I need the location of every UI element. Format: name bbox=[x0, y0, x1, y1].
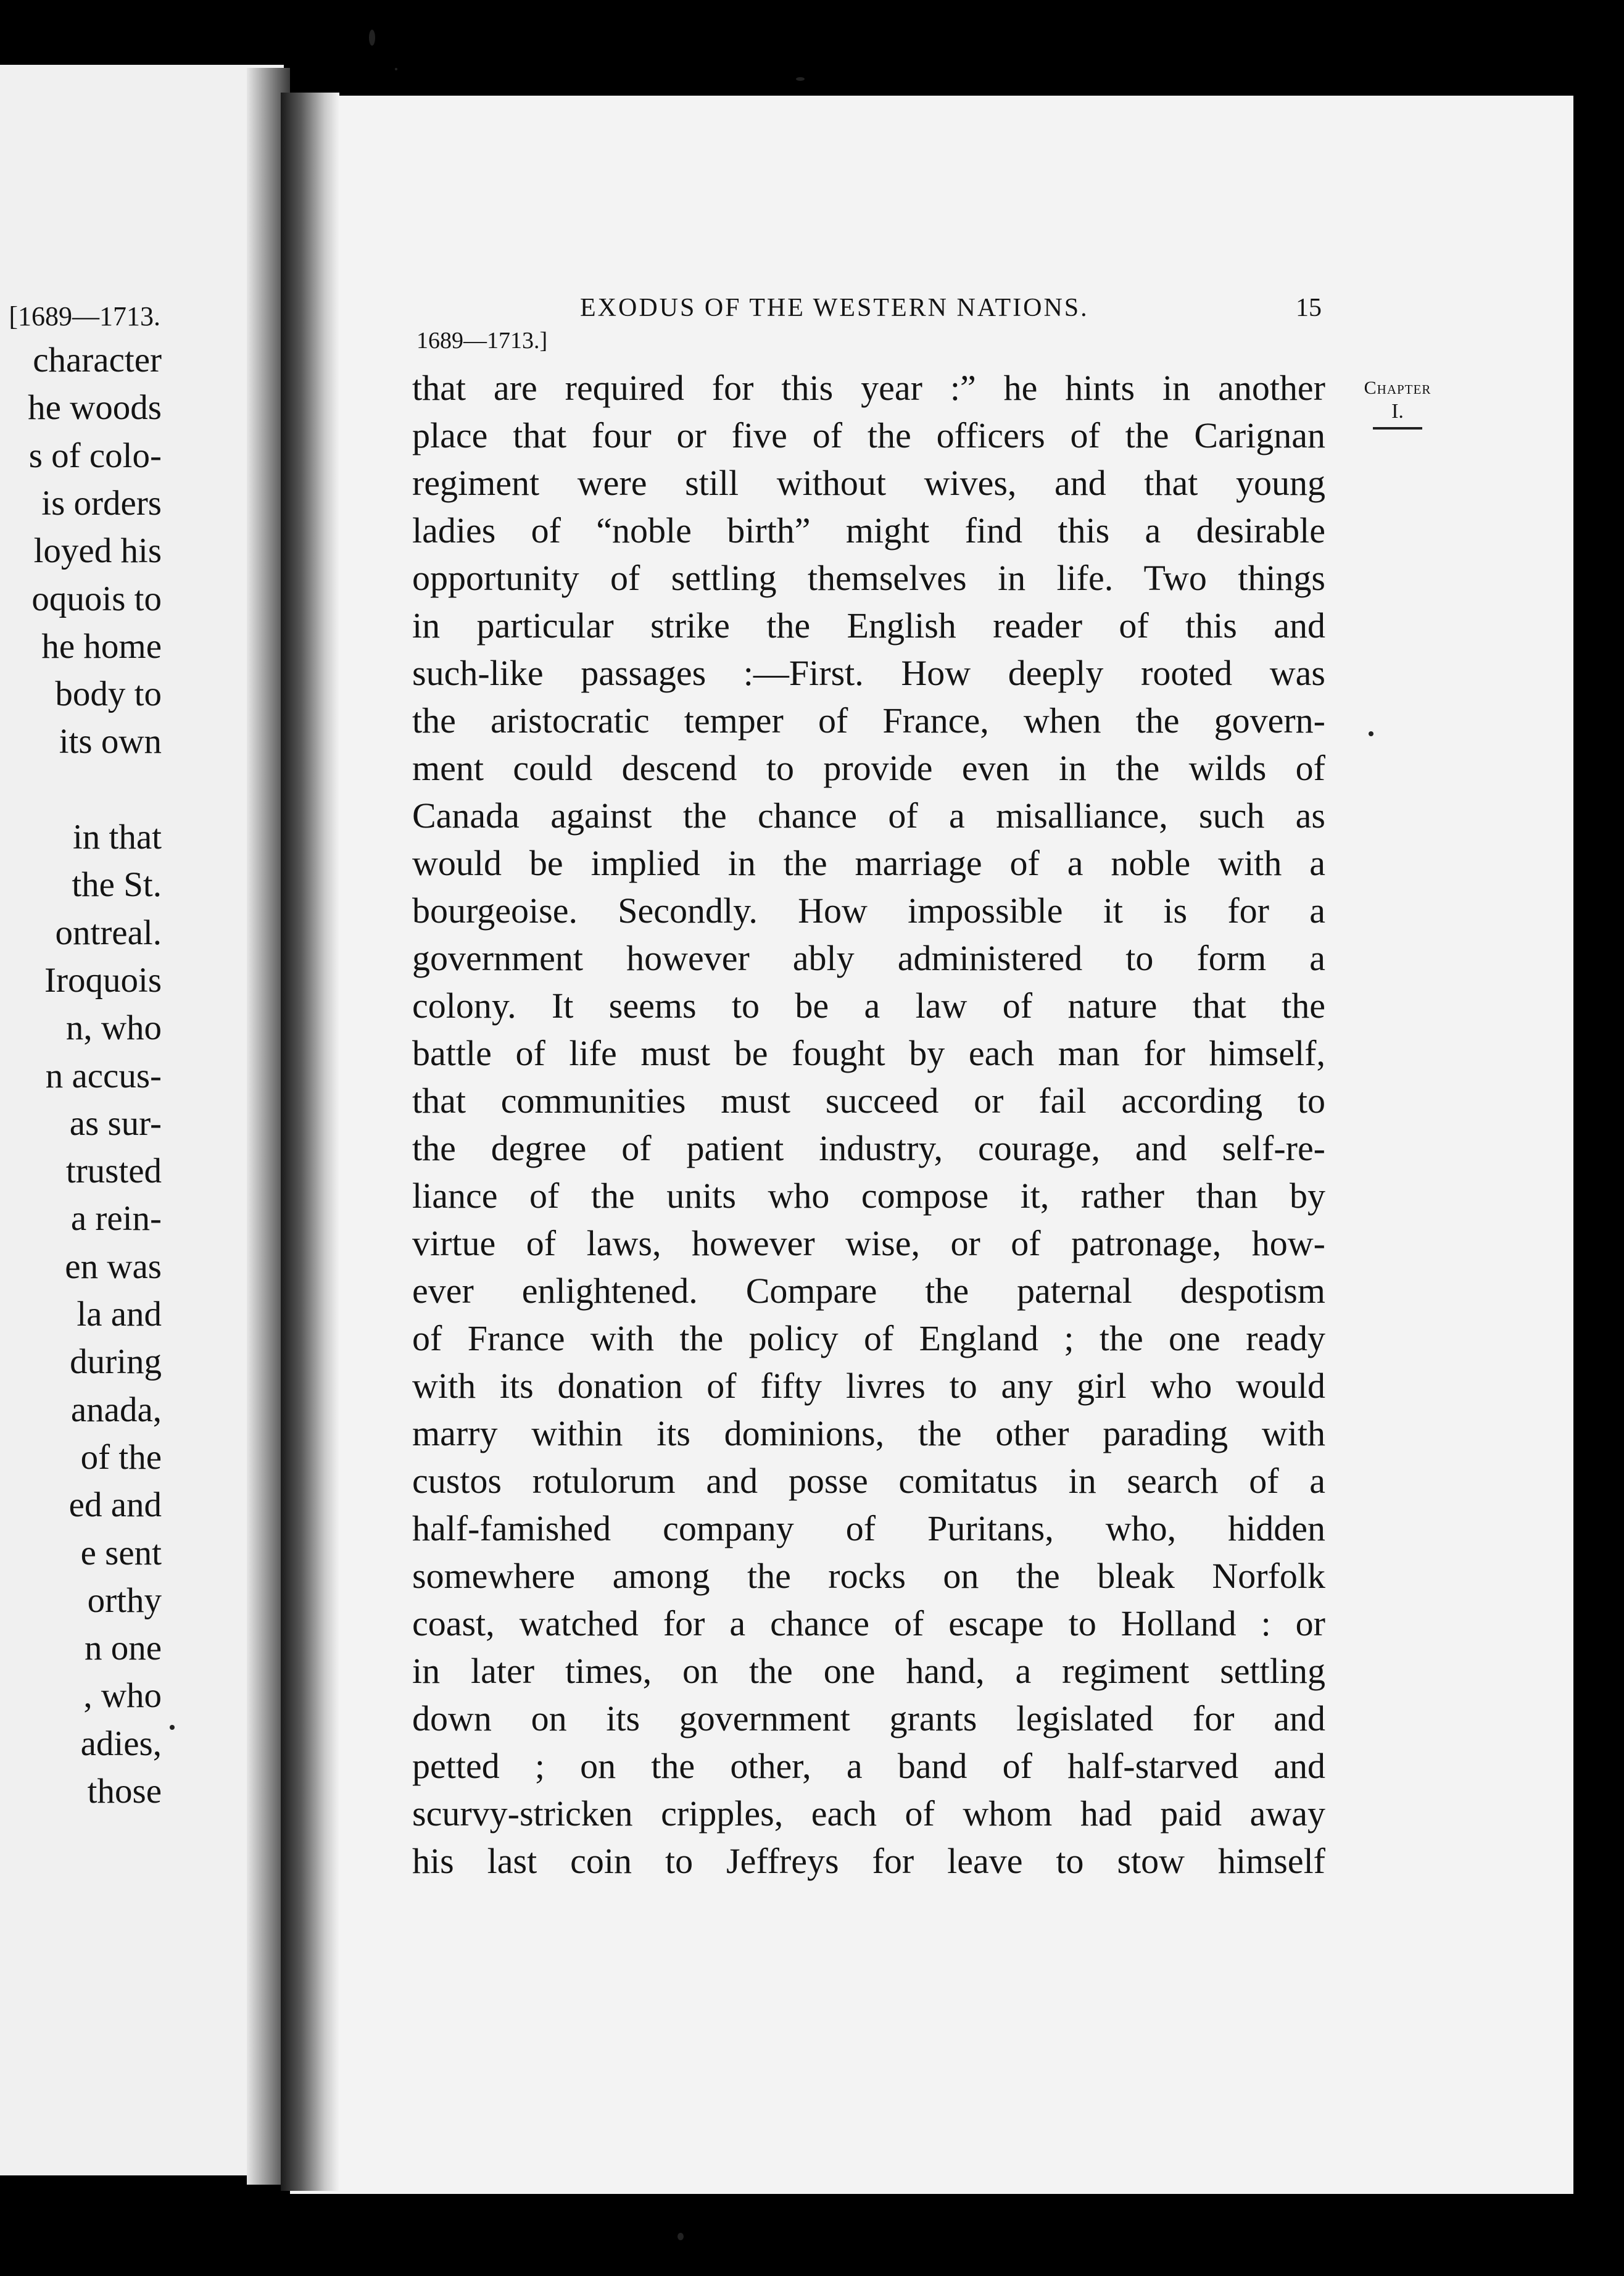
date-range-header: 1689—1713.] bbox=[416, 328, 548, 354]
left-page-line: en was bbox=[65, 1247, 162, 1286]
text-line: Canada against the chance of a misalliance, such as bbox=[412, 795, 1325, 836]
left-page-line: he woods bbox=[28, 388, 162, 428]
left-page-line: Iroquois bbox=[44, 960, 162, 1000]
left-page-line: la and bbox=[77, 1295, 162, 1334]
text-line: place that four or five of the officers of the Carignan bbox=[412, 415, 1325, 455]
left-page-line: s of colo- bbox=[28, 436, 162, 475]
scan-speck bbox=[677, 2233, 684, 2240]
left-page-line: loyed his bbox=[33, 531, 162, 571]
text-line: his last coin to Jeffreys for leave to stow himself bbox=[412, 1841, 1325, 1881]
text-line: that are required for this year :” he hints in another bbox=[412, 368, 1325, 408]
left-page-line: during bbox=[70, 1342, 162, 1382]
text-line: would be implied in the marriage of a noble with a bbox=[412, 843, 1325, 883]
left-page-line: its own bbox=[59, 722, 162, 762]
text-line: half-famished company of Puritans, who, hidden bbox=[412, 1508, 1325, 1548]
text-line: in particular strike the English reader of this and bbox=[412, 605, 1325, 646]
scan-speck bbox=[369, 30, 375, 46]
left-page bbox=[0, 65, 284, 2175]
text-line: the aristocratic temper of France, when the govern- bbox=[412, 700, 1325, 741]
scan-speck bbox=[170, 1725, 175, 1730]
text-line: down on its government grants legislated for and bbox=[412, 1698, 1325, 1738]
left-page-line: anada, bbox=[70, 1390, 162, 1429]
text-line: somewhere among the rocks on the bleak Norfolk bbox=[412, 1556, 1325, 1596]
left-page-running-head: [1689—1713. bbox=[9, 301, 160, 331]
scan-speck bbox=[395, 68, 397, 70]
right-page-gutter-shadow bbox=[281, 93, 339, 2191]
left-page-line: those bbox=[87, 1772, 162, 1811]
text-line: government however ably administered to form a bbox=[412, 938, 1325, 978]
text-line: that communities must succeed or fail according to bbox=[412, 1081, 1325, 1121]
text-line: regiment were still without wives, and that young bbox=[412, 463, 1325, 503]
left-page-line: character bbox=[33, 341, 162, 380]
body-text bbox=[412, 364, 1325, 1885]
left-page-line: in that bbox=[72, 818, 162, 857]
running-head: EXODUS OF THE WESTERN NATIONS. bbox=[580, 294, 1089, 322]
left-page-line: , who bbox=[83, 1676, 162, 1716]
margin-chapter-number: I. bbox=[1391, 400, 1404, 423]
left-page-text-fragments bbox=[0, 65, 173, 2175]
text-line: marry within its dominions, the other parading with bbox=[412, 1413, 1325, 1453]
left-page-line: the St. bbox=[72, 865, 162, 905]
left-page-line: adies, bbox=[80, 1724, 162, 1763]
text-line: in later times, on the one hand, a regiment settling bbox=[412, 1651, 1325, 1691]
scan-speck bbox=[796, 77, 805, 81]
margin-note bbox=[1348, 378, 1447, 430]
left-page-line: e sent bbox=[80, 1533, 162, 1572]
text-line: ladies of “noble birth” might find this a desirable bbox=[412, 510, 1325, 550]
page-number: 15 bbox=[1296, 294, 1322, 322]
text-line: colony. It seems to be a law of nature that the bbox=[412, 986, 1325, 1026]
text-line: scurvy-stricken cripples, each of whom had paid away bbox=[412, 1793, 1325, 1834]
text-line: bourgeoise. Secondly. How impossible it is for a bbox=[412, 891, 1325, 931]
text-line: coast, watched for a chance of escape to Holland : or bbox=[412, 1603, 1325, 1643]
left-page-line: is orders bbox=[41, 483, 162, 523]
left-page-line: trusted bbox=[65, 1152, 162, 1191]
text-line: such-like passages :—First. How deeply rooted was bbox=[412, 653, 1325, 693]
text-line: ment could descend to provide even in the wilds of bbox=[412, 748, 1325, 788]
text-line: with its donation of fifty livres to any girl who would bbox=[412, 1366, 1325, 1406]
margin-chapter-label: Chapter bbox=[1364, 378, 1431, 398]
left-page-line: orthy bbox=[87, 1580, 162, 1620]
scan-speck bbox=[1369, 731, 1373, 736]
left-page-line: n, who bbox=[65, 1008, 162, 1048]
margin-rule bbox=[1373, 427, 1422, 430]
text-line: the degree of patient industry, courage, and self-re- bbox=[412, 1128, 1325, 1168]
left-page-line: n one bbox=[84, 1629, 162, 1668]
left-page-line: body to bbox=[55, 675, 162, 714]
left-page-line: n accus- bbox=[45, 1056, 162, 1095]
left-page-line: of the bbox=[80, 1437, 162, 1477]
text-line: battle of life must be fought by each man for himself, bbox=[412, 1033, 1325, 1073]
text-line: of France with the policy of England ; the one ready bbox=[412, 1318, 1325, 1358]
left-page-line: a rein- bbox=[70, 1199, 162, 1239]
left-page-line: he home bbox=[41, 626, 162, 666]
left-page-line: as sur- bbox=[69, 1103, 162, 1143]
left-page-line: ed and bbox=[68, 1485, 162, 1525]
text-line: liance of the units who compose it, rather than by bbox=[412, 1176, 1325, 1216]
text-line: petted ; on the other, a band of half-starved and bbox=[412, 1746, 1325, 1786]
text-line: custos rotulorum and posse comitatus in search of a bbox=[412, 1461, 1325, 1501]
text-line: virtue of laws, however wise, or of patronage, how- bbox=[412, 1223, 1325, 1263]
text-line: opportunity of settling themselves in life. Two things bbox=[412, 558, 1325, 598]
left-page-line: ontreal. bbox=[55, 913, 162, 952]
text-line: ever enlightened. Compare the paternal despotism bbox=[412, 1271, 1325, 1311]
left-page-line: oquois to bbox=[31, 579, 162, 618]
